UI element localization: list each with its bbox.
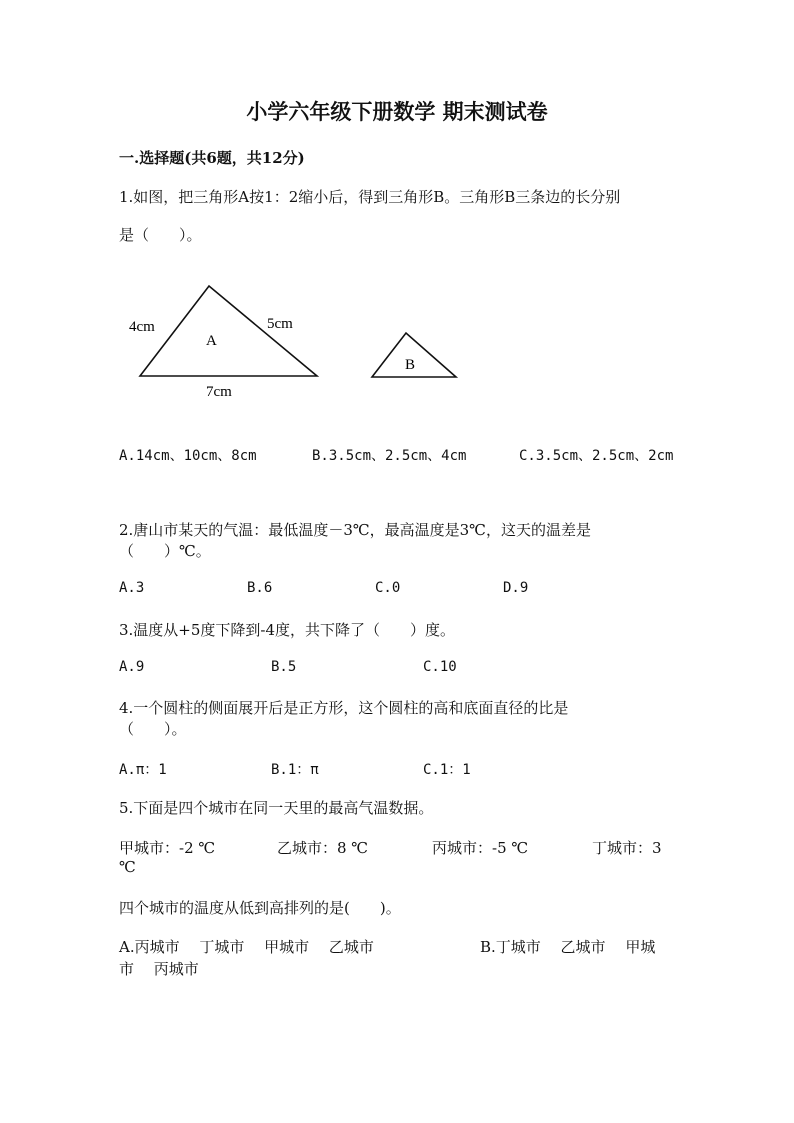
q5-city-jia: 甲城市：-2 ℃ bbox=[119, 839, 216, 857]
q3-option-b[interactable]: B.5 bbox=[271, 659, 297, 675]
q1-option-c[interactable]: C.3.5cm、2.5cm、2cm bbox=[519, 448, 674, 464]
q5-city-yi: 乙城市：8 ℃ bbox=[277, 839, 369, 857]
triangle-b-name-label: B bbox=[405, 357, 416, 373]
q4-option-c[interactable]: C.1：1 bbox=[423, 762, 471, 778]
q3-text: 3.温度从+5度下降到-4度，共下降了（ ）度。 bbox=[119, 621, 456, 639]
q5-city-ding: 丁城市：3 bbox=[592, 839, 662, 857]
q4-option-b[interactable]: B.1：π bbox=[271, 762, 319, 778]
q2-option-b[interactable]: B.6 bbox=[247, 580, 273, 596]
q3-option-a[interactable]: A.9 bbox=[119, 659, 145, 675]
q5-text: 5.下面是四个城市在同一天里的最高气温数据。 bbox=[119, 799, 434, 817]
q2-option-d[interactable]: D.9 bbox=[503, 580, 529, 596]
q4-text-line1: 4.一个圆柱的侧面展开后是正方形，这个圆柱的高和底面直径的比是 bbox=[119, 699, 569, 717]
triangle-a-base-label: 7cm bbox=[206, 384, 232, 400]
triangle-a-right-side-label: 5cm bbox=[267, 316, 293, 332]
triangle-a-left-side-label: 4cm bbox=[129, 319, 155, 335]
q2-option-a[interactable]: A.3 bbox=[119, 580, 145, 596]
section-heading: 一.选择题(共6题，共12分) bbox=[119, 149, 305, 167]
q4-option-a[interactable]: A.π：1 bbox=[119, 762, 167, 778]
q3-option-c[interactable]: C.10 bbox=[423, 659, 457, 675]
q1-text-line1: 1.如图，把三角形A按1：2缩小后，得到三角形B。三角形B三条边的长分别 bbox=[119, 188, 621, 206]
q5-prompt: 四个城市的温度从低到高排列的是( )。 bbox=[119, 899, 401, 917]
triangle-a-name-label: A bbox=[206, 333, 217, 349]
q1-option-b[interactable]: B.3.5cm、2.5cm、4cm bbox=[312, 448, 467, 464]
q2-option-c[interactable]: C.0 bbox=[375, 580, 401, 596]
q5-option-b[interactable]: B.丁城市 乙城市 甲城 bbox=[480, 938, 656, 956]
triangles-figure bbox=[0, 0, 794, 420]
q1-text-line2: 是（ ）。 bbox=[119, 226, 202, 244]
q5-option-b-continued[interactable]: 市 丙城市 bbox=[119, 960, 199, 978]
q2-text-line1: 2.唐山市某天的气温：最低温度－3℃，最高温度是3℃，这天的温差是 bbox=[119, 521, 591, 539]
q2-text-line2: （ ）℃。 bbox=[119, 542, 211, 560]
q1-option-a[interactable]: A.14cm、10cm、8cm bbox=[119, 448, 257, 464]
q5-city-ding-unit: ℃ bbox=[119, 858, 136, 876]
q4-text-line2: （ ）。 bbox=[119, 720, 187, 738]
q5-option-a[interactable]: A.丙城市 丁城市 甲城市 乙城市 bbox=[119, 938, 374, 956]
q5-city-bing: 丙城市：-5 ℃ bbox=[432, 839, 529, 857]
page-title: 小学六年级下册数学 期末测试卷 bbox=[246, 99, 548, 124]
